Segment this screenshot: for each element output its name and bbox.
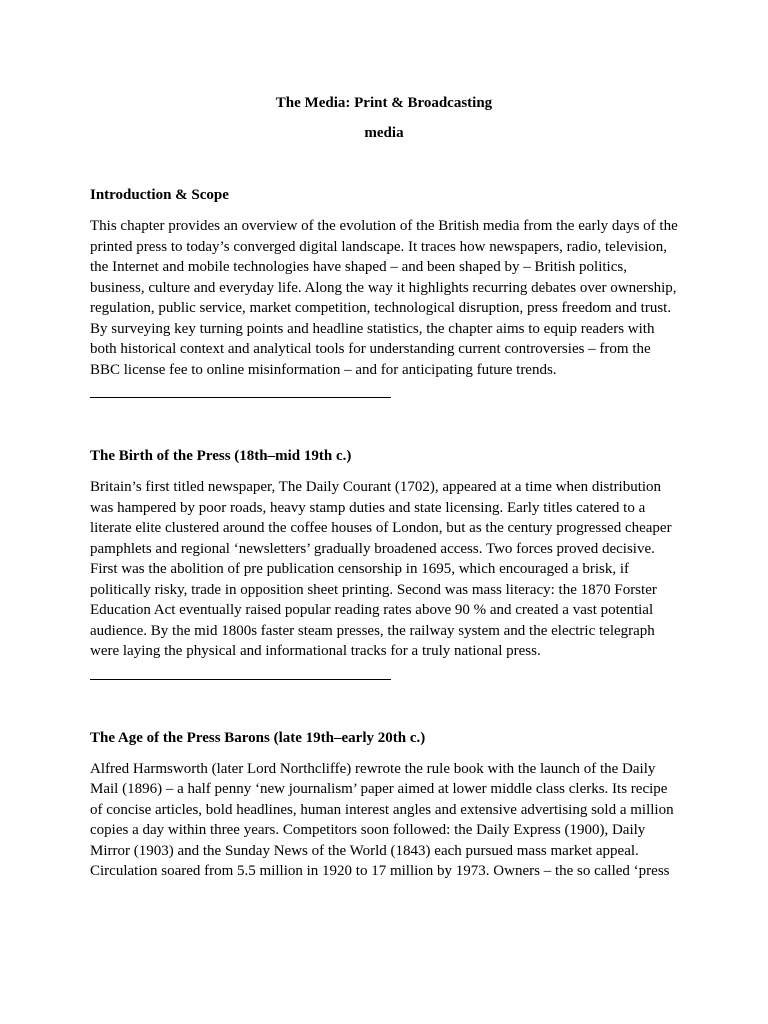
section-body: Britain’s first titled newspaper, The Daily Courant (1702), appeared at a time when distribution was hampered by poor roads, heavy stamp duties and state licensing. Early titles catered to a literate elite clustered around the coffee houses of London, but as the century progressed cheaper pamphlets and regional ‘newsletters’ gradually broadened access. Two forces proved decisive. First was the abolition of pre publication censorship in 1695, which encouraged a brisk, if politically risky, trade in opposition sheet printing. Second was mass literacy: the 1870 Forster Education Act eventually raised popular reading rates above 90 % and created a vast potential audience. By the mid 1800s faster steam presses, the railway system and the electric telegraph were laying the physical and informational tracks for a truly national press. (90, 479, 672, 659)
section-birth-of-press (90, 446, 678, 662)
section-heading: The Age of the Press Barons (late 19th–early 20th c.) (90, 729, 426, 746)
document-title: The Media: Print & Broadcasting (275, 95, 493, 111)
section-introduction (90, 185, 678, 380)
section-body: This chapter provides an overview of the evolution of the British media from the early days of the printed press to today’s converged digital landscape. It traces how newspapers, radio, television, the Internet and mobile technologies have shaped – and been shaped by – British politics, business, culture and everyday life. Along the way it highlights recurring debates over ownership, regulation, public service, market competition, technological disruption, press freedom and trust. By surveying key turning points and headline statistics, the chapter aims to equip readers with both historical context and analytical tools for understanding current controversies – from the BBC license fee to online misinformation – and for anticipating future trends. (90, 218, 678, 378)
section-divider (90, 397, 391, 398)
document-subtitle: media (364, 125, 404, 141)
section-body: Alfred Harmsworth (later Lord Northcliffe) rewrote the rule book with the launch of the Daily Mail (1896) – a half penny ‘new journalism’ paper aimed at lower middle class clerks. Its recipe of concise articles, bold headlines, human interest angles and extensive advertising sold a million copies a day within three years. Competitors soon followed: the Daily Express (1900), Daily Mirror (1903) and the Sunday News of the World (1843) each pursued mass market appeal. Circulation soared from 5.5 million in 1920 to 17 million by 1973. Owners – the so called ‘press (90, 760, 674, 879)
section-heading: The Birth of the Press (18th–mid 19th c.) (90, 448, 352, 464)
section-divider (90, 679, 391, 680)
section-heading: Introduction & Scope (90, 187, 229, 203)
section-press-barons (90, 728, 678, 882)
